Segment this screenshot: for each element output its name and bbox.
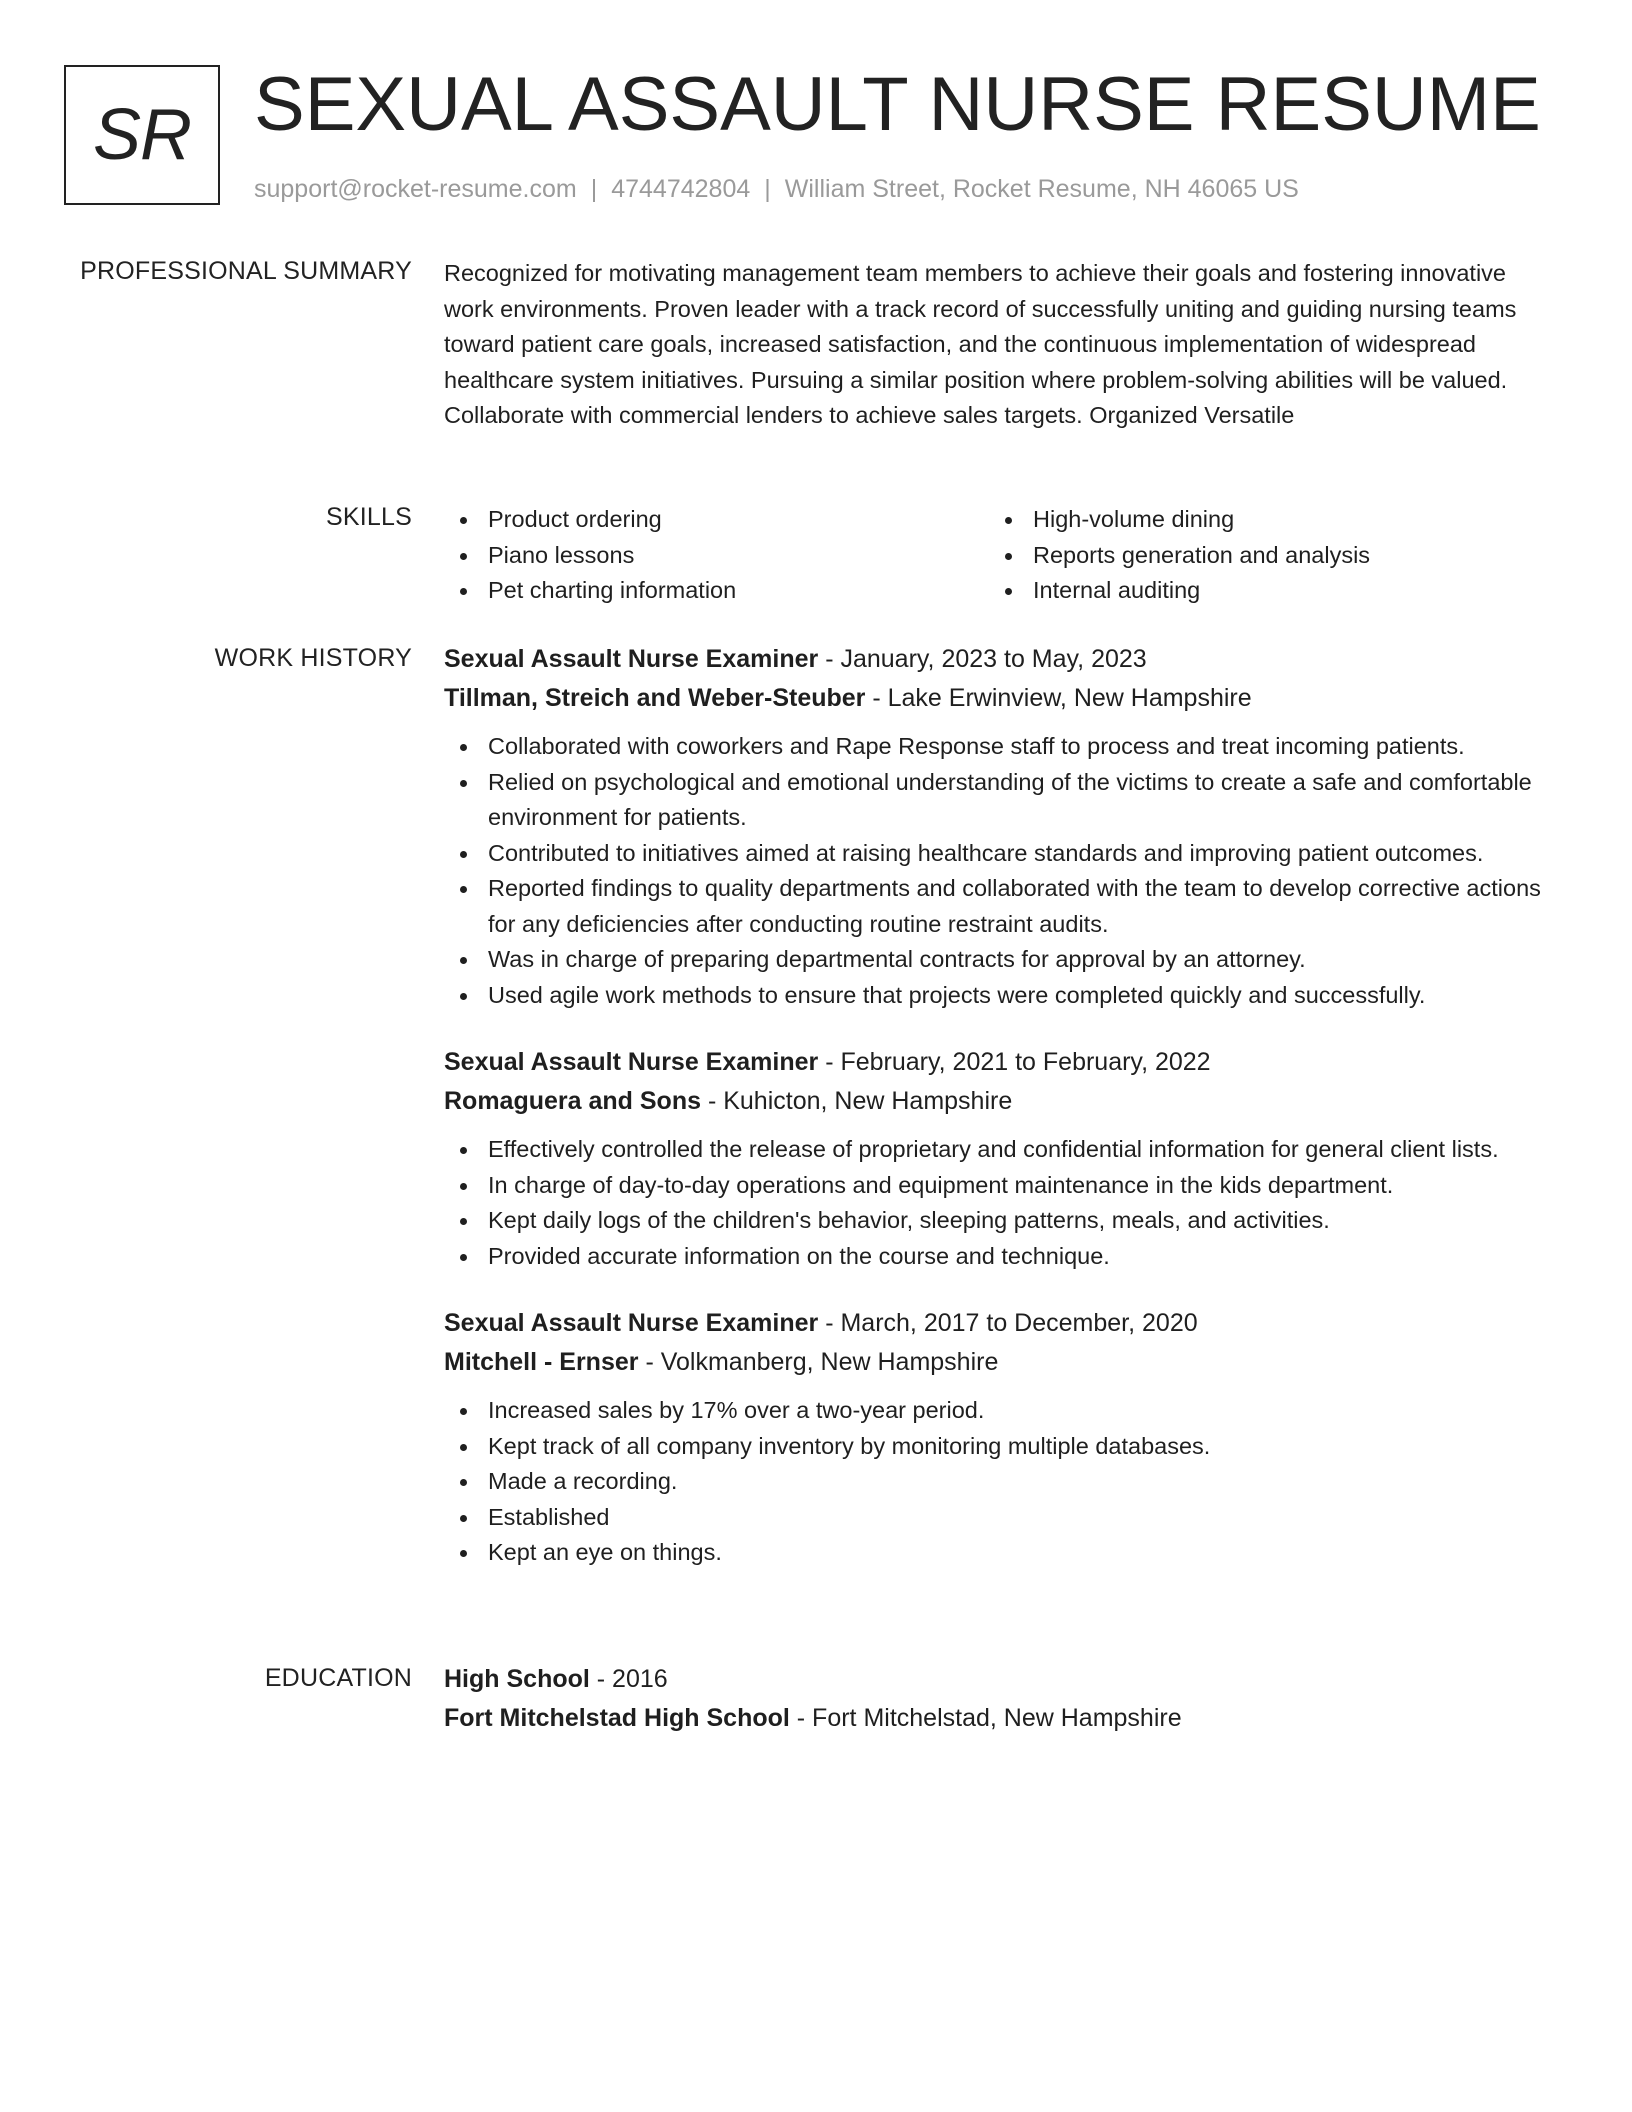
education-degree: High School <box>444 1665 590 1693</box>
skill-item: Product ordering <box>444 502 989 538</box>
contact-address: William Street, Rocket Resume, NH 46065 US <box>784 175 1299 203</box>
education-year: - 2016 <box>589 1665 668 1693</box>
job-location: - Volkmanberg, New Hampshire <box>638 1348 999 1376</box>
monogram-logo: SR <box>64 65 220 205</box>
job-bullets <box>444 729 1544 1013</box>
job-bullet: Effectively controlled the release of proprietary and confidential information for general client lists. <box>444 1132 1544 1168</box>
skills-grid <box>444 502 1544 609</box>
section-label-summary: PROFESSIONAL SUMMARY <box>80 257 412 285</box>
job-bullet: Increased sales by 17% over a two-year period. <box>444 1393 1544 1429</box>
job-bullet: In charge of day-to-day operations and equipment maintenance in the kids department. <box>444 1168 1544 1204</box>
job-bullet: Used agile work methods to ensure that projects were completed quickly and successfully. <box>444 978 1544 1014</box>
section-label-education: EDUCATION <box>264 1664 412 1692</box>
resume-title: SEXUAL ASSAULT NURSE RESUME <box>254 62 1541 147</box>
job-company-line <box>444 1343 1544 1382</box>
contact-email[interactable]: support@rocket-resume.com <box>254 175 577 203</box>
summary-body <box>444 256 1544 434</box>
job-company-line <box>444 679 1544 718</box>
job-location: - Lake Erwinview, New Hampshire <box>865 684 1252 712</box>
job-bullet: Was in charge of preparing departmental contracts for approval by an attorney. <box>444 942 1544 978</box>
job-dates: - February, 2021 to February, 2022 <box>818 1048 1211 1076</box>
job-bullets <box>444 1132 1544 1274</box>
skill-item: Piano lessons <box>444 538 989 574</box>
job-bullets <box>444 1393 1544 1571</box>
contact-phone[interactable]: 4744742804 <box>611 175 751 203</box>
education-location: - Fort Mitchelstad, New Hampshire <box>789 1704 1182 1732</box>
job-title-line <box>444 640 1544 679</box>
skills-column-right <box>989 502 1534 609</box>
job-company: Romaguera and Sons <box>444 1087 701 1115</box>
job-bullet: Kept track of all company inventory by monitoring multiple databases. <box>444 1429 1544 1465</box>
job-bullet: Contributed to initiatives aimed at raising healthcare standards and improving patient outcomes. <box>444 836 1544 872</box>
education-school-line <box>444 1699 1544 1738</box>
job-bullet: Reported findings to quality departments and collaborated with the team to develop corrective actions for any deficiencies after conducting routine restraint audits. <box>444 871 1544 942</box>
job-entry <box>444 1043 1544 1274</box>
skill-item: Internal auditing <box>989 573 1534 609</box>
job-entry <box>444 640 1544 1013</box>
job-company: Mitchell - Ernser <box>444 1348 639 1376</box>
contact-separator: | <box>590 175 598 203</box>
education-school: Fort Mitchelstad High School <box>444 1704 790 1732</box>
job-title: Sexual Assault Nurse Examiner <box>444 1309 819 1337</box>
job-location: - Kuhicton, New Hampshire <box>701 1087 1013 1115</box>
job-title-line <box>444 1304 1544 1343</box>
skill-item: Reports generation and analysis <box>989 538 1534 574</box>
job-bullet: Established <box>444 1500 1544 1536</box>
job-dates: - January, 2023 to May, 2023 <box>818 645 1147 673</box>
resume-header <box>64 62 1564 215</box>
contact-line <box>254 175 1299 204</box>
skills-column-left <box>444 502 989 609</box>
job-bullet: Collaborated with coworkers and Rape Response staff to process and treat incoming patients. <box>444 729 1544 765</box>
job-entry <box>444 1304 1544 1571</box>
job-bullet: Kept daily logs of the children's behavior, sleeping patterns, meals, and activities. <box>444 1203 1544 1239</box>
job-dates: - March, 2017 to December, 2020 <box>818 1309 1198 1337</box>
education-degree-line <box>444 1660 1544 1699</box>
job-title: Sexual Assault Nurse Examiner <box>444 1048 819 1076</box>
job-company-line <box>444 1082 1544 1121</box>
job-bullet: Relied on psychological and emotional understanding of the victims to create a safe and comfortable environment for patients. <box>444 765 1544 836</box>
contact-separator: | <box>764 175 771 203</box>
job-title: Sexual Assault Nurse Examiner <box>444 645 819 673</box>
skill-item: High-volume dining <box>989 502 1534 538</box>
section-label-work: WORK HISTORY <box>214 644 412 672</box>
section-label-skills: SKILLS <box>326 503 412 531</box>
skill-item: Pet charting information <box>444 573 989 609</box>
education-body <box>444 1660 1544 1738</box>
job-bullet: Made a recording. <box>444 1464 1544 1500</box>
work-history-body <box>444 640 1544 1601</box>
job-bullet: Provided accurate information on the course and technique. <box>444 1239 1544 1275</box>
job-company: Tillman, Streich and Weber-Steuber <box>444 684 866 712</box>
summary-text: Recognized for motivating management team members to achieve their goals and fostering innovative work environments. Proven leader with a track record of successfully uniting and guiding nursing teams toward patient care goals, increased satisfaction, and the continuous implementation of widespread healthcare system initiatives. Pursuing a similar position where problem-solving abilities will be valued. Collaborate with commercial lenders to achieve sales targets. Organized Versatile <box>444 260 1517 428</box>
job-bullet: Kept an eye on things. <box>444 1535 1544 1571</box>
job-title-line <box>444 1043 1544 1082</box>
